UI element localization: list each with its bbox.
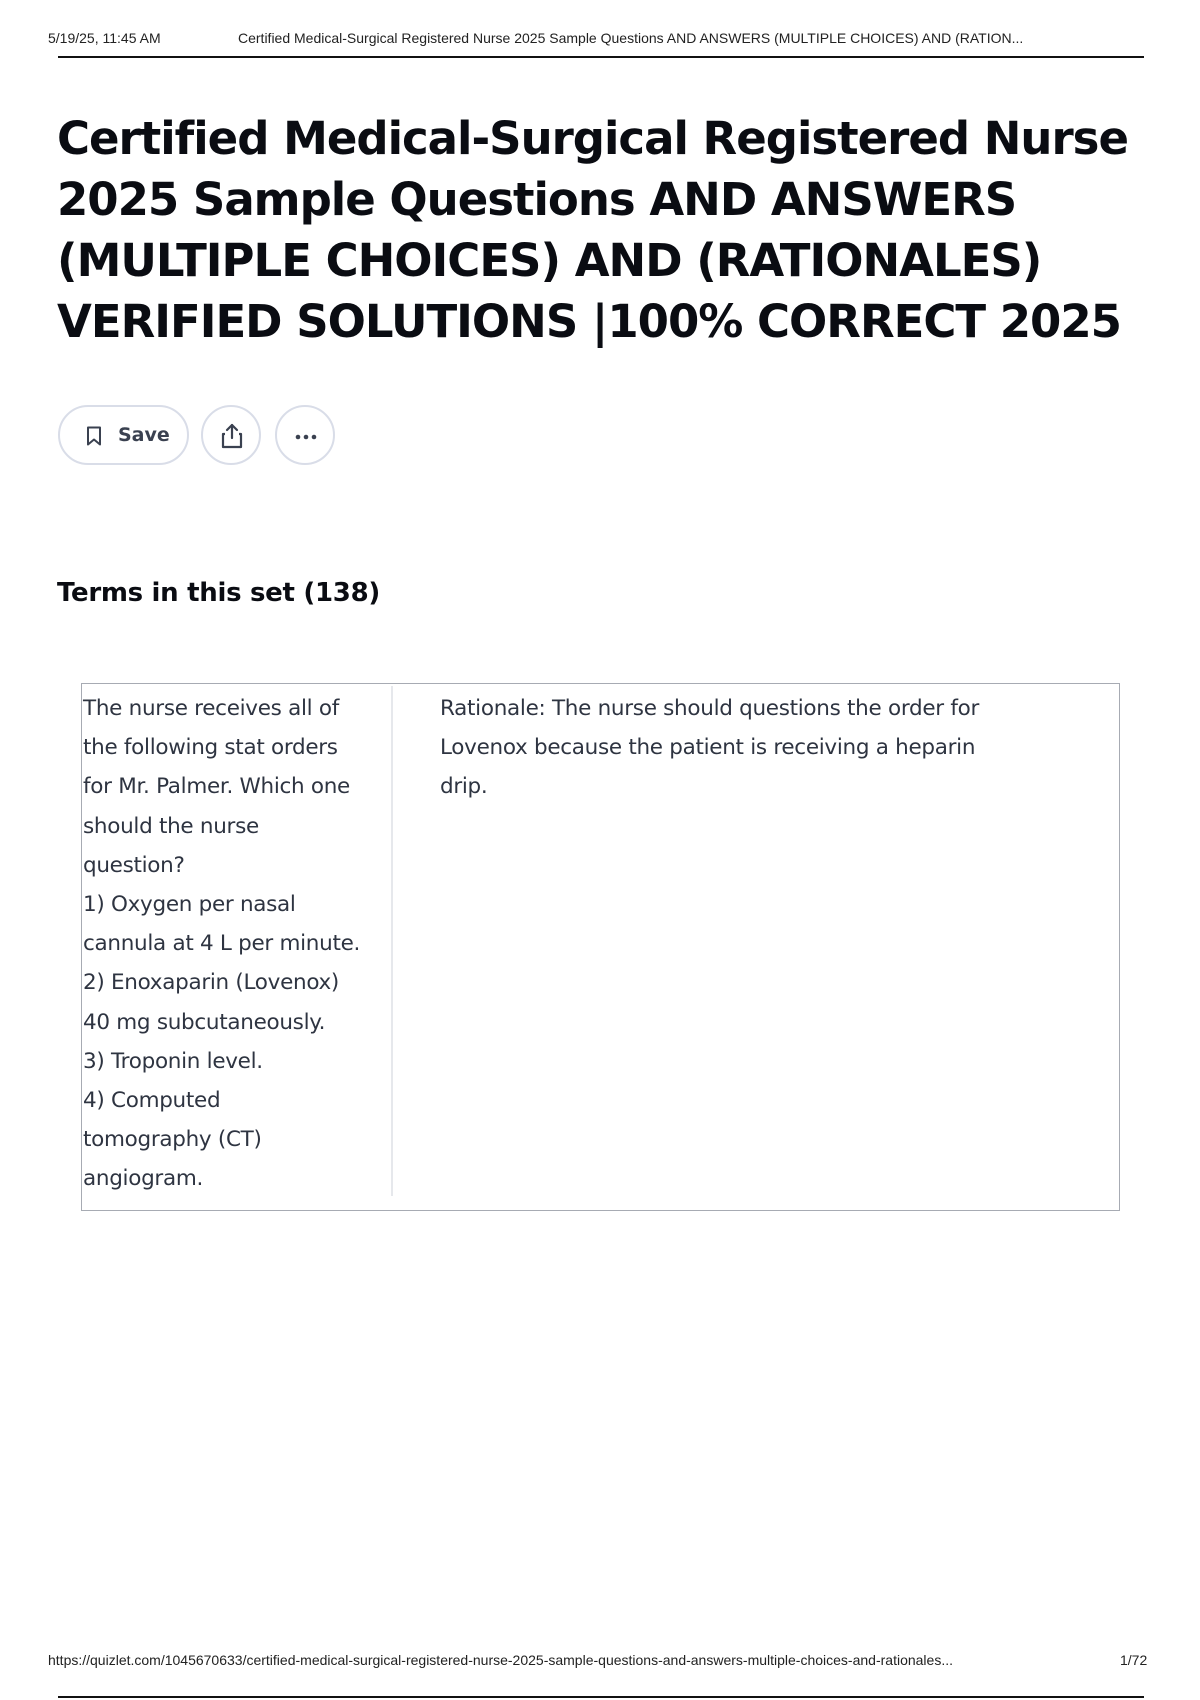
- definition-line: Lovenox because the patient is receiving a heparin: [440, 735, 976, 761]
- term-line: 2) Enoxaparin (Lovenox): [83, 970, 340, 996]
- share-button[interactable]: [201, 405, 261, 465]
- term-line: cannula at 4 L per minute.: [83, 931, 361, 957]
- term-line: 1) Oxygen per nasal: [83, 892, 296, 918]
- save-button-label: Save: [118, 424, 170, 446]
- term-line: question?: [83, 852, 185, 878]
- terms-heading: Terms in this set (138): [57, 578, 380, 608]
- page-title: [57, 108, 1147, 352]
- header-divider: [58, 56, 1144, 58]
- definition-text: [440, 689, 1060, 807]
- card-divider: [391, 686, 393, 1196]
- print-url: https://quizlet.com/1045670633/certified-medical-surgical-registered-nurse-2025-sample-questions-and-answers-multiple-choices-and-rationales...: [48, 1652, 953, 1668]
- definition-line: Rationale: The nurse should questions the order for: [440, 696, 979, 721]
- term-line: angiogram.: [83, 1166, 204, 1192]
- share-icon: [220, 423, 244, 449]
- page-title-line: Certified Medical-Surgical Registered Nurse: [57, 112, 1128, 165]
- term-line: tomography (CT): [83, 1127, 262, 1153]
- term-line: for Mr. Palmer. Which one: [83, 774, 350, 800]
- definition-line: drip.: [440, 774, 488, 800]
- page-title-line: (MULTIPLE CHOICES) AND (RATIONALES): [57, 234, 1042, 287]
- term-line: 40 mg subcutaneously.: [83, 1009, 326, 1035]
- term-text: [83, 689, 383, 1199]
- page-title-line: VERIFIED SOLUTIONS |100% CORRECT 2025: [57, 295, 1121, 348]
- term-line: the following stat orders: [83, 735, 338, 761]
- term-line: should the nurse: [83, 813, 259, 839]
- term-line: 3) Troponin level.: [83, 1048, 263, 1074]
- print-header: [48, 28, 1148, 50]
- print-datetime: 5/19/25, 11:45 AM: [48, 30, 161, 46]
- print-footer: [48, 1652, 1158, 1672]
- print-page-number: 1/72: [1120, 1652, 1148, 1668]
- bookmark-icon: [86, 426, 102, 446]
- term-line: The nurse receives all of: [83, 696, 339, 721]
- more-options-icon: [294, 425, 318, 449]
- more-options-button[interactable]: [275, 405, 335, 465]
- footer-divider: [58, 1696, 1144, 1698]
- term-line: 4) Computed: [83, 1088, 221, 1114]
- page-title-line: 2025 Sample Questions AND ANSWERS: [57, 173, 1017, 226]
- flashcard-term-row: [81, 683, 1120, 1211]
- print-document-title: Certified Medical-Surgical Registered Nurse 2025 Sample Questions AND ANSWERS (MULTIPLE CHOICES) AND (RATION...: [238, 30, 1024, 46]
- save-button[interactable]: [58, 405, 189, 465]
